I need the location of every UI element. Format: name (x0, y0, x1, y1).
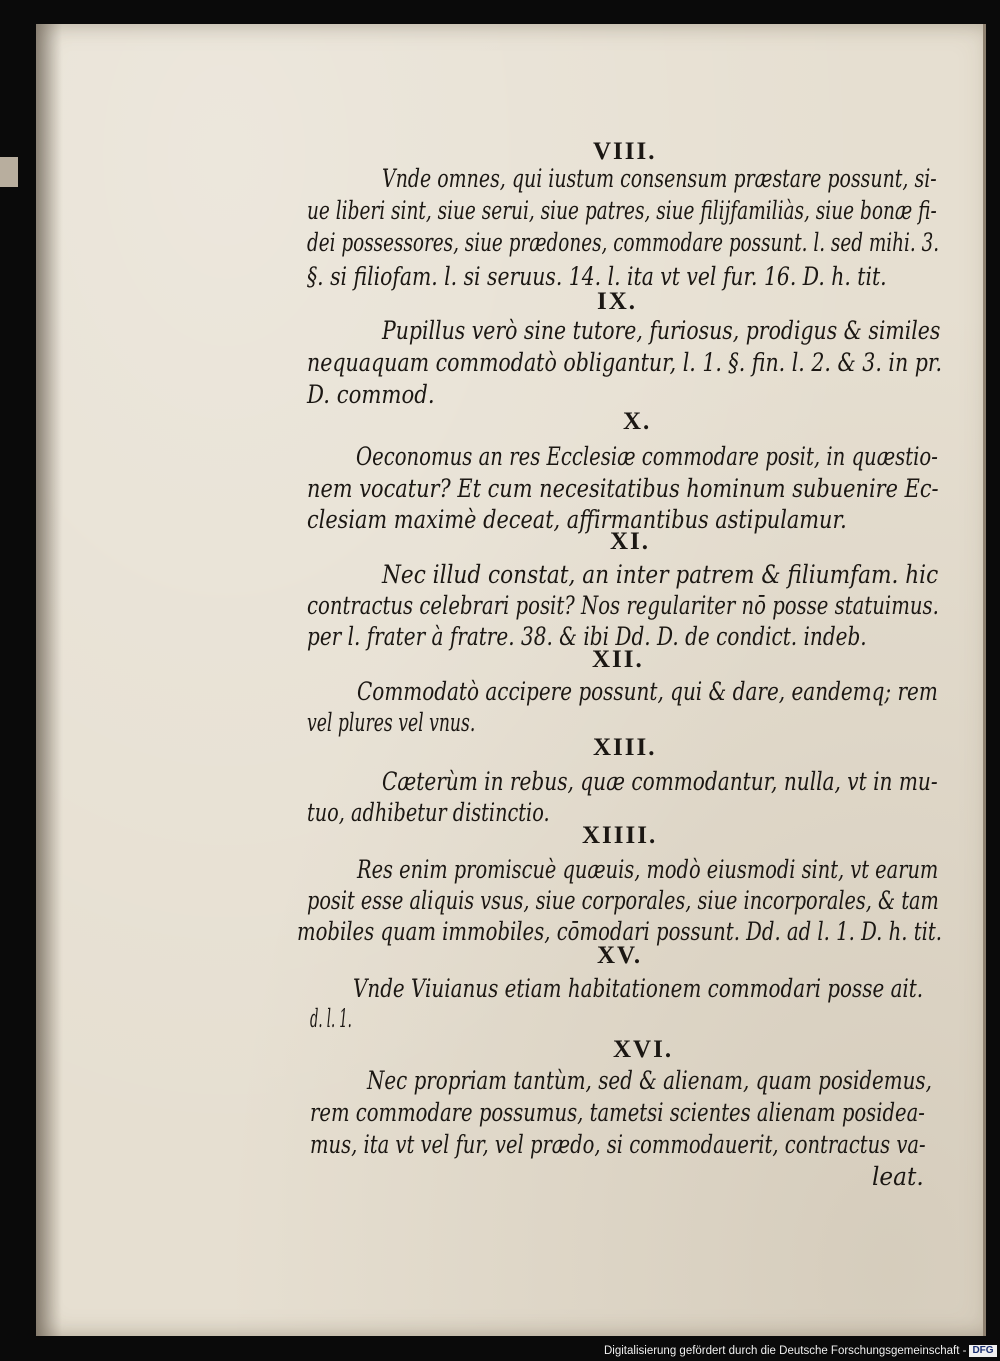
text-line: Res enim promiscuè quæuis, modò eiusmodi sint, vt earum (357, 855, 939, 884)
section-numeral: VIII. (593, 138, 657, 165)
text-line: tuo, adhibetur distinctio. (307, 798, 550, 827)
section-numeral: IX. (597, 288, 638, 315)
text-line: Nec illud constat, an inter patrem & filiumfam. hic (382, 560, 939, 589)
text-line: vel plures vel vnus. (307, 708, 476, 737)
digitization-footer (604, 1341, 1000, 1361)
section-numeral: XV. (597, 942, 643, 969)
text-line: nem vocatur? Et cum necesitatibus hominum subuenire Ec- (307, 474, 939, 503)
section-numeral: XIII. (593, 734, 657, 761)
text-line: Pupillus verò sine tutore, furiosus, prodigus & similes (382, 316, 941, 345)
dfg-logo: DFG (969, 1345, 996, 1357)
text-line: Cæterùm in rebus, quæ commodantur, nulla, vt in mu- (382, 767, 938, 796)
text-line: per l. frater à fratre. 38. & ibi Dd. D. de condict. indeb. (307, 622, 867, 651)
text-line: mobiles quam immobiles, cōmodari possunt. Dd. ad l. 1. D. h. tit. (297, 917, 942, 946)
section-numeral: XII. (592, 646, 644, 673)
text-line: dei possessores, siue prædones, commodare possunt. l. sed mihi. 3. (307, 228, 940, 257)
page-edge (983, 24, 986, 1336)
text-line: posit esse aliquis vsus, siue corporales, siue incorporales, & tam (307, 886, 939, 915)
text-line: mus, ita vt vel fur, vel prædo, si commodauerit, contractus va- (310, 1130, 926, 1159)
footer-text: Digitalisierung gefördert durch die Deutsche Forschungsgemeinschaft - (604, 1345, 967, 1357)
text-line: Vnde omnes, qui iustum consensum præstare possunt, si- (382, 164, 937, 193)
section-numeral: XVI. (613, 1036, 674, 1063)
text-line: d. l. 1. (310, 1004, 352, 1033)
text-line: nequaquam commodatò obligantur, l. 1. §. fin. l. 2. & 3. in pr. (307, 348, 942, 377)
text-line: D. commod. (307, 380, 435, 409)
text-line: Nec propriam tantùm, sed & alienam, quam posidemus, (367, 1066, 932, 1095)
text-line: contractus celebrari posit? Nos regulariter nō posse statuimus. (307, 591, 939, 620)
text-line: rem commodare possumus, tametsi scientes alienam posideа- (310, 1098, 925, 1127)
text-line: Vnde Viuianus etiam habitationem commodari posse ait. (353, 974, 924, 1003)
gutter-shadow (36, 24, 62, 1336)
text-line: §. si filiofam. l. si seruus. 14. l. ita vt vel fur. 16. D. h. tit. (307, 262, 887, 291)
section-numeral: XI. (610, 528, 651, 555)
text-line: Oeconomus an res Ecclesiæ commodare posit, in quæstio- (356, 442, 938, 471)
text-line: Commodatò accipere possunt, qui & dare, eandemq; rem (357, 677, 938, 706)
text-line: ue liberi sint, siue serui, siue patres, siue filijfamiliàs, siue bonæ fi- (307, 196, 937, 225)
text-line: clesiam maximè deceat, affirmantibus astipulamur. (307, 505, 847, 534)
text-line: leat. (872, 1162, 924, 1191)
section-numeral: XIIII. (582, 822, 658, 849)
page-tab-marker (0, 157, 18, 187)
section-numeral: X. (623, 408, 652, 435)
